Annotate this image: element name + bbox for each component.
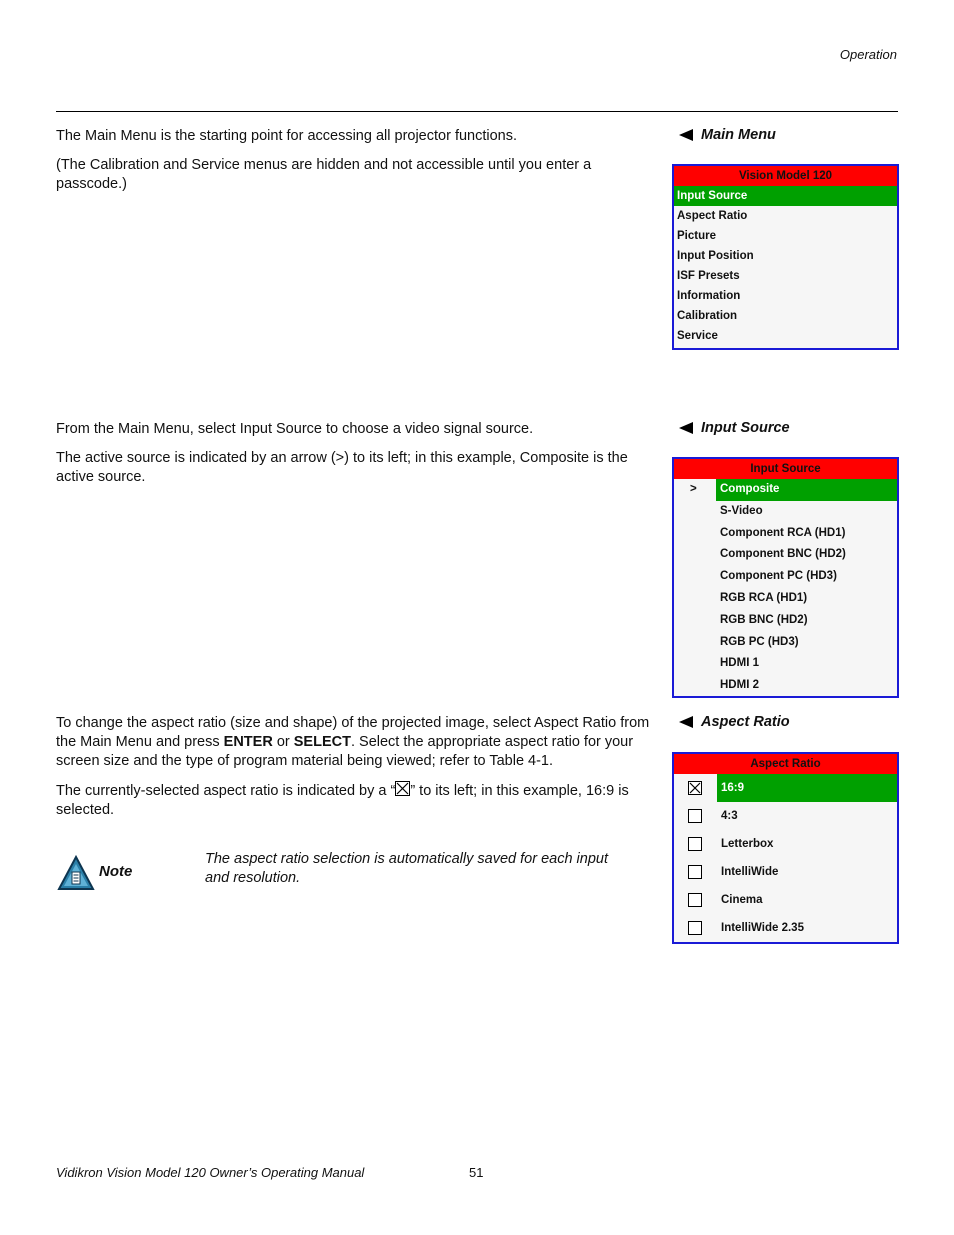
input-source-title: Input Source: [674, 459, 897, 479]
main-menu-item[interactable]: Input Position: [677, 250, 754, 262]
aspect-ratio-note: [56, 781, 656, 820]
source-item[interactable]: [674, 653, 897, 675]
aspect-ratio-label: Cinema: [721, 894, 763, 906]
aspect-ratio-label: Letterbox: [721, 838, 774, 850]
source-label: RGB BNC (HD2): [720, 613, 808, 626]
input-source-intro: From the Main Menu, select Input Source to choose a video signal source.: [56, 421, 534, 437]
aspect-ratio-panel: [672, 752, 899, 944]
aspect-ratio-note-a: The currently-selected aspect ratio is indicated by a “: [56, 783, 396, 799]
caption-arrow-icon: [679, 129, 693, 141]
source-label: S-Video: [720, 504, 763, 517]
aspect-ratio-intro: [56, 714, 661, 771]
source-label: RGB PC (HD3): [720, 635, 799, 648]
main-menu-item[interactable]: Aspect Ratio: [677, 210, 748, 222]
source-item[interactable]: [674, 479, 897, 501]
source-item[interactable]: [674, 610, 897, 632]
source-label: Component PC (HD3): [720, 570, 837, 583]
source-item[interactable]: [674, 544, 897, 566]
input-source-panel: [672, 457, 899, 698]
unchecked-box-icon: [688, 865, 702, 879]
note-text: The aspect ratio selection is automatically saved for each input and resolution.: [205, 851, 608, 886]
unchecked-box-icon: [688, 809, 702, 823]
caption-arrow-icon: [679, 422, 693, 434]
aspect-ratio-item[interactable]: [674, 774, 897, 802]
aspect-ratio-item[interactable]: [674, 802, 897, 830]
unchecked-box-icon: [688, 837, 702, 851]
aspect-ratio-label: 16:9: [717, 774, 897, 802]
note-warning-icon: [57, 855, 97, 891]
footer-manual-title: Vidikron Vision Model 120 Owner’s Operating Manual: [56, 1165, 365, 1180]
aspect-ratio-item[interactable]: [674, 914, 897, 942]
aspect-ratio-caption-text: Aspect Ratio: [701, 714, 790, 730]
aspect-ratio-label: 4:3: [721, 810, 738, 822]
aspect-ratio-label: IntelliWide: [721, 866, 779, 878]
header-rule: [56, 111, 898, 112]
select-key-label: SELECT: [293, 734, 351, 750]
aspect-ratio-intro-b: . Select the appropriate aspect ratio for your screen size and the type of program material being viewed; refer to Table 4-1.: [56, 734, 634, 769]
main-menu-title: Vision Model 120: [674, 166, 897, 186]
aspect-ratio-item[interactable]: [674, 858, 897, 886]
aspect-ratio-item[interactable]: [674, 830, 897, 858]
unchecked-box-icon: [688, 921, 702, 935]
source-label: Component RCA (HD1): [720, 526, 846, 539]
source-item[interactable]: [674, 566, 897, 588]
main-menu-item[interactable]: Picture: [677, 230, 716, 242]
main-menu-note: (The Calibration and Service menus are hidden and not accessible until you enter a passcode.): [56, 157, 592, 192]
main-menu-item[interactable]: Input Source: [674, 186, 897, 206]
main-menu-caption-text: Main Menu: [701, 127, 776, 143]
input-source-caption: [679, 420, 790, 436]
source-label: Component BNC (HD2): [720, 548, 846, 561]
main-menu-panel: [672, 164, 899, 350]
source-item[interactable]: [674, 632, 897, 654]
aspect-ratio-item[interactable]: [674, 886, 897, 914]
footer-page-number: 51: [469, 1165, 484, 1180]
source-label: RGB RCA (HD1): [720, 591, 808, 604]
aspect-ratio-intro-or: or: [272, 734, 294, 750]
aspect-ratio-caption: [679, 714, 790, 730]
input-source-caption-text: Input Source: [701, 420, 790, 436]
header-section-label: Operation: [839, 47, 897, 62]
source-label: HDMI 2: [720, 679, 759, 692]
caption-arrow-icon: [679, 716, 693, 728]
main-menu-item[interactable]: ISF Presets: [677, 270, 740, 282]
unchecked-box-icon: [688, 893, 702, 907]
main-menu-intro: The Main Menu is the starting point for accessing all projector functions.: [56, 128, 518, 144]
active-source-marker: >: [690, 483, 697, 495]
main-menu-item[interactable]: Information: [677, 290, 741, 302]
main-menu-item[interactable]: Calibration: [677, 310, 738, 322]
source-label: Composite: [716, 479, 897, 501]
enter-key-label: ENTER: [223, 734, 273, 750]
source-item[interactable]: [674, 588, 897, 610]
source-item[interactable]: [674, 501, 897, 523]
aspect-ratio-title: Aspect Ratio: [674, 754, 897, 774]
main-menu-caption: [679, 127, 776, 143]
aspect-ratio-note-b: ” to its left; in this example, 16:9 is selected.: [56, 783, 629, 818]
main-menu-item[interactable]: Service: [677, 330, 718, 342]
input-source-note: The active source is indicated by an arrow (>) to its left; in this example, Composite is the active source.: [56, 450, 628, 485]
source-label: HDMI 1: [720, 657, 759, 670]
source-item[interactable]: [674, 523, 897, 545]
aspect-ratio-intro-a: To change the aspect ratio (size and shape) of the projected image, select Aspect Ratio from the Main Menu and press: [56, 715, 650, 750]
checked-box-icon: [688, 781, 702, 795]
note-label: Note: [99, 863, 133, 880]
source-item[interactable]: [674, 675, 897, 697]
aspect-ratio-label: IntelliWide 2.35: [721, 922, 804, 934]
checked-box-icon: [395, 781, 410, 796]
